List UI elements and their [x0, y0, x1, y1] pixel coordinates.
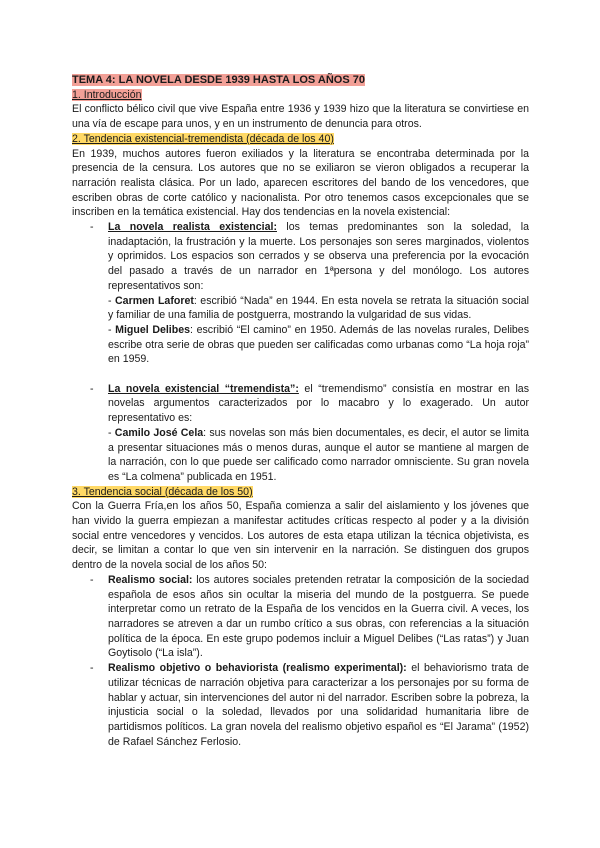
author-name: Camilo José Cela [114, 426, 204, 439]
existencial-paragraph: En 1939, muchos autores fueron exiliados y la literatura se encontraba determinada por la presencia de la censura. Los autores que no se exiliaron se vieron obligados a recuperar la narración realista clásica. Por un lado, aparecen escritores del bando de los vencedores, que escriben obras de corte católico y nacionalista. Por otro tenemos casos excepcionales que se inscriben en la temática existencial. Hay dos tendencias en la novela existencial: [72, 147, 529, 219]
author-name: Carmen Laforet [115, 294, 194, 307]
existencial-list [72, 220, 529, 485]
list-item-realismo-objetivo [108, 661, 529, 749]
social-paragraph: Con la Guerra Fría,en los años 50, España comienza a salir del aislamiento y los jóvenes que han vivido la guerra empiezan a manifestar actitudes críticas respecto al poder y a la división social entre vencedores y vencidos. Los autores de esta etapa utilizan la técnica objetivista, es decir, se limitan a contar lo que ven sin intervenir en la narración. Se distinguen dos grupos dentro de la novela social de los años 50: [72, 500, 529, 572]
social-heading-line [72, 485, 529, 500]
author-entry-delibes: - Miguel Delibes: escribió “El camino” en 1950. Además de las novelas rurales, Delibes escribe otra serie de obras que pueden ser calificadas como urbanas como “La hoja roja” en 1959. [108, 323, 530, 366]
spacer [108, 367, 529, 382]
author-name: Miguel Delibes [115, 323, 191, 336]
item-term: La novela existencial “tremendista”: [108, 382, 299, 395]
intro-paragraph: El conflicto bélico civil que vive España entre 1936 y 1939 hizo que la literatura se convirtiese en una vía de escape para unos, y en un instrumento de denuncia para otros. [72, 103, 529, 131]
intro-heading-line [72, 88, 529, 103]
author-text: : escribió “Nada” en 1944. En esta novela se retrata la situación social y familiar de una familia de postguerra, mostrando la vulgaridad de sus vidas. [108, 294, 529, 322]
item-term: Realismo social: [108, 573, 193, 586]
intro-heading: 1. Introducción [72, 88, 142, 101]
list-item-realismo-social [108, 573, 529, 661]
author-entry-cela: - Camilo José Cela: sus novelas son más bien documentales, es decir, el autor se limita a presentar situaciones más o menos duras, aunque el autor se mantiene al margen de la narración, con lo que puede ser calificado como narrador omnisciente. Su gran novela es “La colmena” publicada en 1951. [108, 426, 529, 483]
social-list [72, 573, 529, 749]
item-term: Realismo objetivo o behaviorista (realismo experimental): [108, 662, 407, 675]
item-text: los autores sociales pretenden retratar la composición de la sociedad española de esos años sin ocultar la miseria del mundo de la postguerra. Se puede interpretar como un retrato de la España de los vencidos en la Guerra civil. A veces, los narradores se atreven a dar un rumbo crítico a sus obras, con referencias a la situación política de la época. En este grupo podemos incluir a Miguel Delibes (“Las ratas”) y Juan Goytisolo (“La isla”). [108, 573, 529, 660]
author-text: : sus novelas son más bien documentales, es decir, el autor se limita a presentar situaciones más o menos duras, aunque el autor se mantiene al margen de la narración, con lo que puede ser calificado como narrador omnisciente. Su gran novela es “La colmena” publicada en 1951. [108, 426, 529, 483]
document-title-line [72, 73, 529, 88]
list-item-tremendista [108, 382, 529, 485]
item-text: el “tremendismo” consistía en mostrar en las novelas argumentos caracterizados por lo macabro y lo exagerado. Un autor representativo es: [108, 382, 529, 425]
social-heading: 3. Tendencia social (década de los 50) [72, 485, 253, 498]
list-item-realista-existencial [108, 220, 529, 382]
existencial-heading: 2. Tendencia existencial-tremendista (década de los 40) [72, 132, 334, 145]
item-term: La novela realista existencial: [108, 221, 277, 234]
item-text: el behaviorismo trata de utilizar técnicas de narración objetiva para caracterizar a los personajes por su forma de hablar y actuar, sin intervenciones del autor ni del narrador. Escriben sobre la pobreza, la injusticia social o la soledad, llevados por una solidaridad humanitaria libre de partidismos políticos. La gran novela del realismo objetivo español es “El Jarama” (1952) de Rafael Sánchez Ferlosio. [108, 662, 529, 748]
document-title: TEMA 4: LA NOVELA DESDE 1939 HASTA LOS AÑOS 70 [72, 74, 365, 86]
author-text: : escribió “El camino” en 1950. Además de las novelas rurales, Delibes escribe otra serie de obras que pueden ser calificadas como urbanas como “La hoja roja” en 1959. [108, 323, 530, 366]
existencial-heading-line [72, 132, 529, 147]
item-text: los temas predominantes son la soledad, la inadaptación, la frustración y la muerte. Los personajes son seres marginados, violentos y oprimidos. Los espacios son cerrados y se observa una preferencia por la evocación del pasado a través de un narrador en 1ªpersona y del monólogo. Los autores representativos son: [108, 221, 529, 292]
author-entry-laforet: - Carmen Laforet: escribió “Nada” en 1944. En esta novela se retrata la situación social y familiar de una familia de postguerra, mostrando la vulgaridad de sus vidas. [108, 294, 529, 322]
